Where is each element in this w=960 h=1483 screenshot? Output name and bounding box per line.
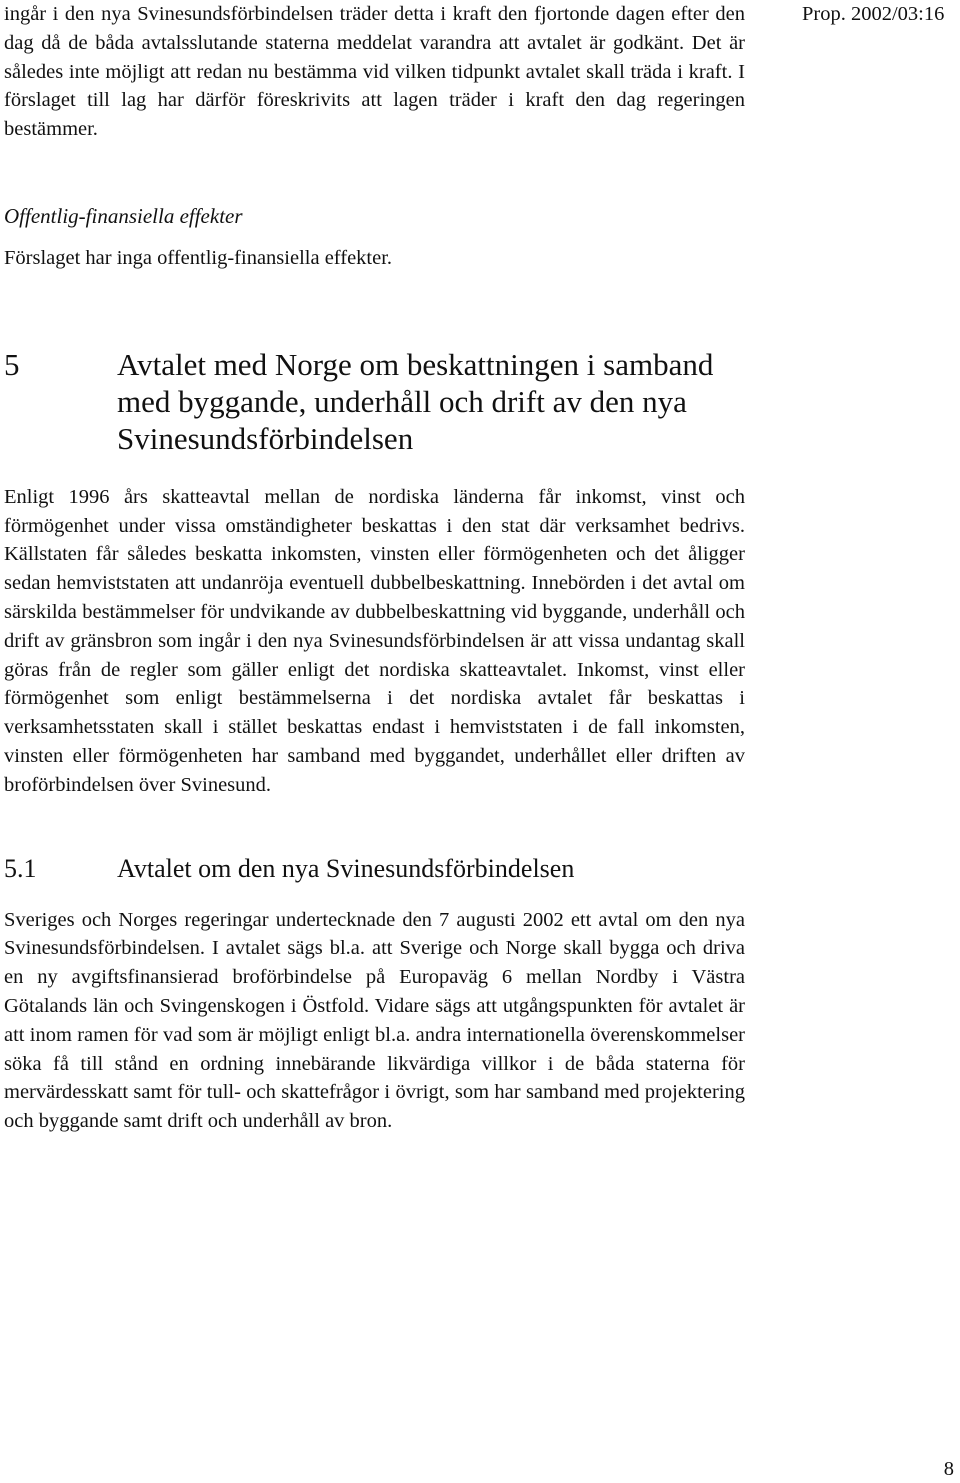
- section-5-paragraph: Enligt 1996 års skatteavtal mellan de nordiska länderna får inkomst, vinst och förmögenhet under vissa omständigheter beskattas i den stat där verksamhet bedrivs. Källstaten får således beskatta inkomsten, vinsten eller förmögenheten och det åligger sedan hemviststaten att undanröja eventuell dubbelbeskattning. Innebörden i det avtal om särskilda bestämmelser för undvikande av dubbelbeskattning vid byggande, underhåll och drift av gränsbron som ingår i den nya Svinesundsförbindelsen är att vissa undantag skall göras från de regler som gäller enligt det nordiska skatteavtalet. Inkomst, vinst eller förmögenhet som enligt bestämmelserna i det nordiska avtalet får beskattas i verksamhetsstaten skall i stället beskattas endast i hemviststaten i de fall inkomsten, vinsten eller förmögenheten har samband med byggandet, underhållet eller driften av broförbindelsen över Svinesund.: [4, 485, 745, 796]
- section-5-1-heading: [4, 853, 745, 885]
- effects-subheading: Offentlig-finansiella effekter: [4, 203, 243, 228]
- section-5-number: 5: [4, 346, 20, 382]
- main-text-column: [4, 0, 745, 1136]
- page-number: 8: [943, 1458, 954, 1480]
- section-5-1-paragraph: Sveriges och Norges regeringar undertecknade den 7 augusti 2002 ett avtal om den nya Svinesundsförbindelsen. I avtalet sägs bl.a. att Sverige och Norge skall bygga och driva en ny avgiftsfinansierad broförbindelse på Europaväg 6 mellan Nordby i Västra Götalands län och Svingenskogen i Östfold. Vidare sägs att utgångspunkten för avtalet är att inom ramen för vad som är möjligt enligt bl.a. andra internationella överenskommelser söka få till stånd en ordning innebärande likvärdiga villkor i de båda staterna för mervärdesskatt samt för tull- och skattefrågor i övrigt, som har samband med projektering och byggande samt drift och underhåll av bron.: [4, 908, 745, 1133]
- section-5-heading: [4, 346, 745, 457]
- section-5-1-title: Avtalet om den nya Svinesundsförbindelsen: [117, 853, 575, 883]
- intro-paragraph: ingår i den nya Svinesundsförbindelsen träder detta i kraft den fjortonde dagen efter den dag då de båda avtalsslutande staterna meddelat varandra att avtalet är godkänt. Det är således inte möjligt att redan nu bestämma vid vilken tidpunkt avtalet skall träda i kraft. I förslaget till lag har därför föreskrivits att lagen träder i kraft den dag regeringen bestämmer.: [4, 3, 745, 141]
- proposition-reference: Prop. 2002/03:16: [802, 3, 945, 25]
- section-5-1-number: 5.1: [4, 853, 37, 883]
- effects-paragraph: Förslaget har inga offentlig-finansiella effekter.: [4, 246, 393, 269]
- section-5-title: Avtalet med Norge om beskattningen i samband med byggande, underhåll och drift av den nya Svinesundsförbindelsen: [117, 346, 714, 456]
